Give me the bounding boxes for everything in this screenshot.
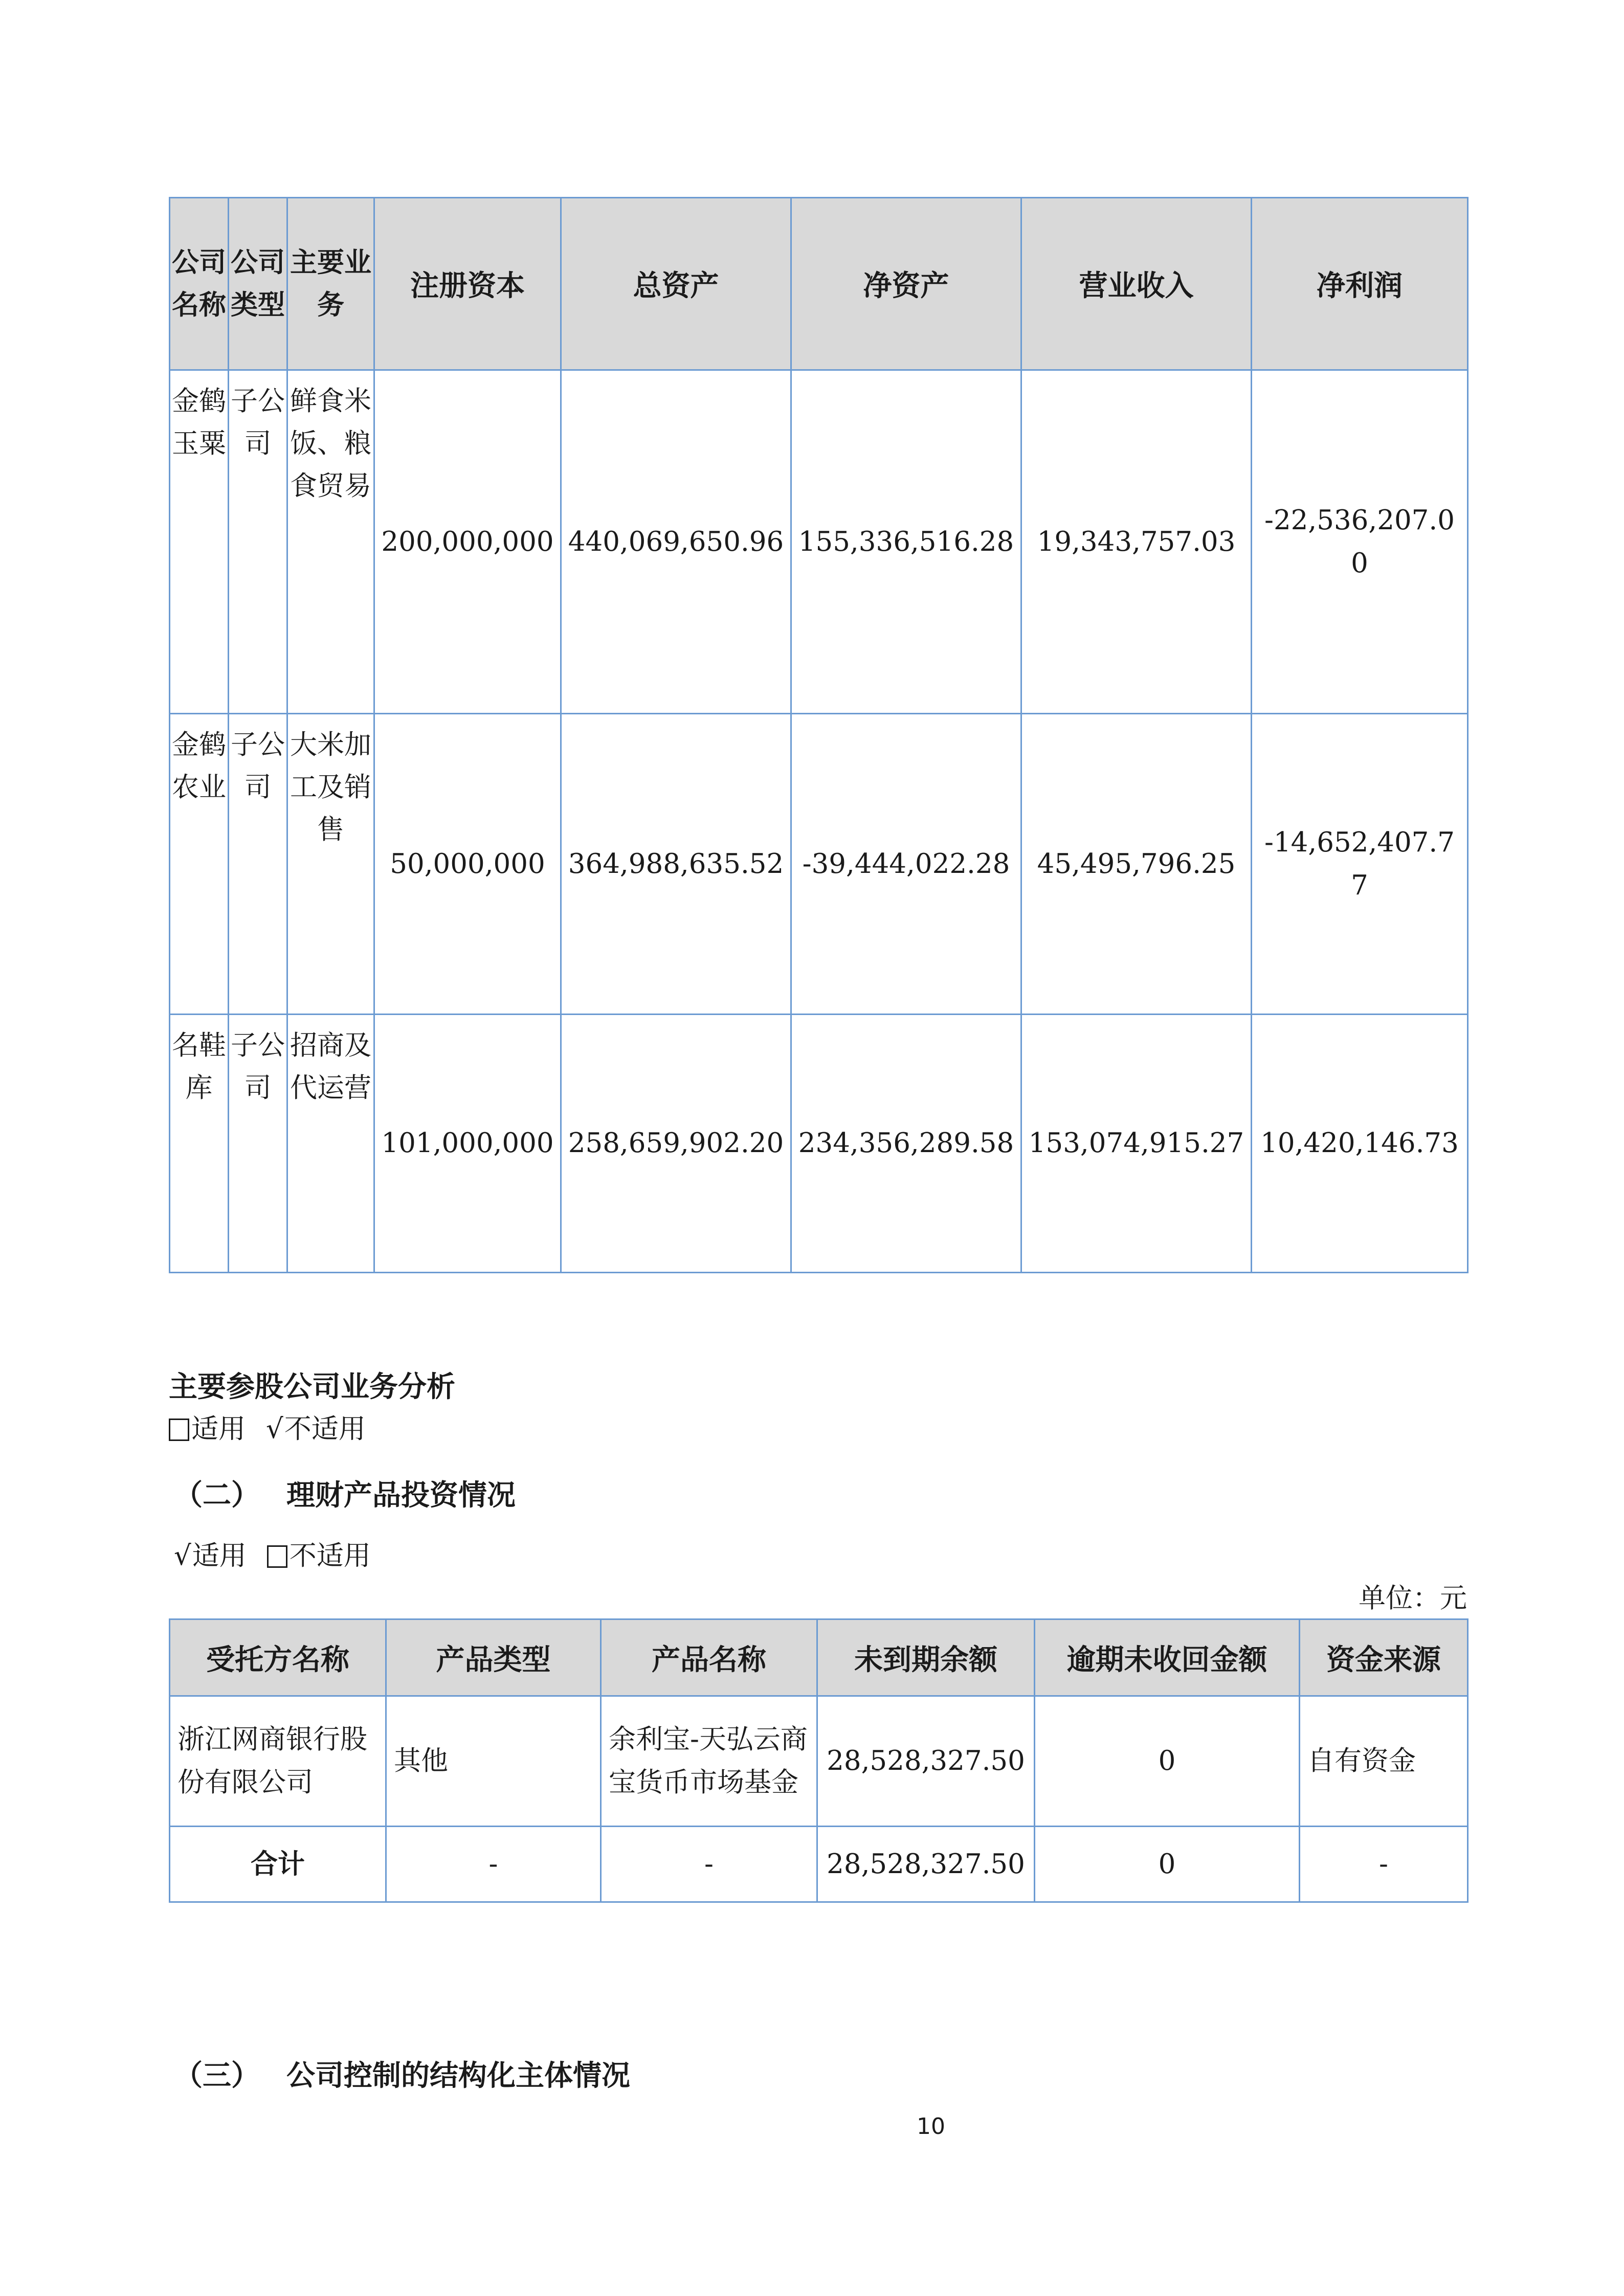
header-registered-capital: 注册资本 [374, 198, 561, 370]
registered-capital: 101,000,000 [374, 1015, 561, 1273]
main-equity-options [169, 1407, 366, 1446]
main-business: 大米加工及销售 [287, 714, 374, 1015]
check-mark-icon: √ [174, 1540, 191, 1571]
main-equity-heading: 主要参股公司业务分析 [169, 1370, 455, 1404]
registered-capital: 50,000,000 [374, 714, 561, 1015]
registered-capital: 200,000,000 [374, 370, 561, 714]
option-label: 适用 [192, 1540, 247, 1571]
table-header-row [170, 1619, 1468, 1696]
header-product-type: 产品类型 [386, 1619, 601, 1696]
table-row [170, 1015, 1468, 1273]
company-name: 名鞋库 [170, 1015, 229, 1273]
checkbox-applicable[interactable] [174, 1534, 247, 1573]
total-assets: 364,988,635.52 [561, 714, 791, 1015]
subsidiary-table [169, 197, 1469, 1273]
table-row [170, 714, 1468, 1015]
header-fund-source: 资金来源 [1300, 1619, 1468, 1696]
trustee: 浙江网商银行股份有限公司 [170, 1696, 386, 1827]
net-assets: 155,336,516.28 [791, 370, 1021, 714]
net-assets: -39,444,022.28 [791, 714, 1021, 1015]
total-fund-source: - [1300, 1827, 1468, 1902]
total-overdue: 0 [1035, 1827, 1300, 1902]
revenue: 45,495,796.25 [1021, 714, 1252, 1015]
page-number: 10 [917, 2113, 945, 2140]
header-company-type: 公司类型 [229, 198, 287, 370]
header-main-business: 主要业务 [287, 198, 374, 370]
unit-label: 单位：元 [1359, 1583, 1467, 1614]
total-assets: 258,659,902.20 [561, 1015, 791, 1273]
header-overdue: 逾期未收回金额 [1035, 1619, 1300, 1696]
total-product-name: - [601, 1827, 817, 1902]
company-name: 金鹤农业 [170, 714, 229, 1015]
section-title: 理财产品投资情况 [286, 1479, 516, 1512]
net-profit: 10,420,146.73 [1252, 1015, 1468, 1273]
revenue: 153,074,915.27 [1021, 1015, 1252, 1273]
checkbox-not-applicable[interactable] [267, 1534, 371, 1573]
check-mark-icon: √ [266, 1413, 283, 1445]
net-profit: -22,536,207.00 [1252, 370, 1468, 714]
company-type: 子公司 [229, 714, 287, 1015]
header-net-assets: 净资产 [791, 198, 1021, 370]
checkbox-applicable[interactable] [169, 1407, 246, 1446]
revenue: 19,343,757.03 [1021, 370, 1252, 714]
wealth-product-table [169, 1618, 1469, 1903]
company-name: 金鹤玉粟 [170, 370, 229, 714]
header-net-profit: 净利润 [1252, 198, 1468, 370]
table-header-row [170, 198, 1468, 370]
section-number: （二） [174, 1479, 260, 1512]
section2-heading [174, 1473, 516, 1514]
section2-options [174, 1534, 371, 1573]
unchecked-box-icon [267, 1545, 287, 1568]
section-title: 公司控制的结构化主体情况 [286, 2059, 630, 2092]
header-balance: 未到期余额 [817, 1619, 1035, 1696]
company-type: 子公司 [229, 1015, 287, 1273]
total-product-type: - [386, 1827, 601, 1902]
main-business: 鲜食米饭、粮食贸易 [287, 370, 374, 714]
net-assets: 234,356,289.58 [791, 1015, 1021, 1273]
total-balance: 28,528,327.50 [817, 1827, 1035, 1902]
unchecked-box-icon [169, 1419, 189, 1441]
main-business: 招商及代运营 [287, 1015, 374, 1273]
table-row [170, 370, 1468, 714]
option-label: 不适用 [289, 1540, 371, 1571]
product-name: 余利宝-天弘云商宝货币市场基金 [601, 1696, 817, 1827]
product-type: 其他 [386, 1696, 601, 1827]
checkbox-not-applicable[interactable] [266, 1407, 366, 1446]
header-product-name: 产品名称 [601, 1619, 817, 1696]
header-revenue: 营业收入 [1021, 198, 1252, 370]
option-label: 不适用 [284, 1413, 366, 1445]
header-trustee: 受托方名称 [170, 1619, 386, 1696]
company-type: 子公司 [229, 370, 287, 714]
section-number: （三） [174, 2059, 260, 2092]
option-label: 适用 [191, 1413, 246, 1445]
overdue: 0 [1035, 1696, 1300, 1827]
net-profit: -14,652,407.77 [1252, 714, 1468, 1015]
total-assets: 440,069,650.96 [561, 370, 791, 714]
total-label: 合计 [170, 1827, 386, 1902]
header-total-assets: 总资产 [561, 198, 791, 370]
table-row [170, 1696, 1468, 1827]
section3-heading [174, 2053, 630, 2094]
header-company-name: 公司名称 [170, 198, 229, 370]
balance: 28,528,327.50 [817, 1696, 1035, 1827]
fund-source: 自有资金 [1300, 1696, 1468, 1827]
total-row [170, 1827, 1468, 1902]
